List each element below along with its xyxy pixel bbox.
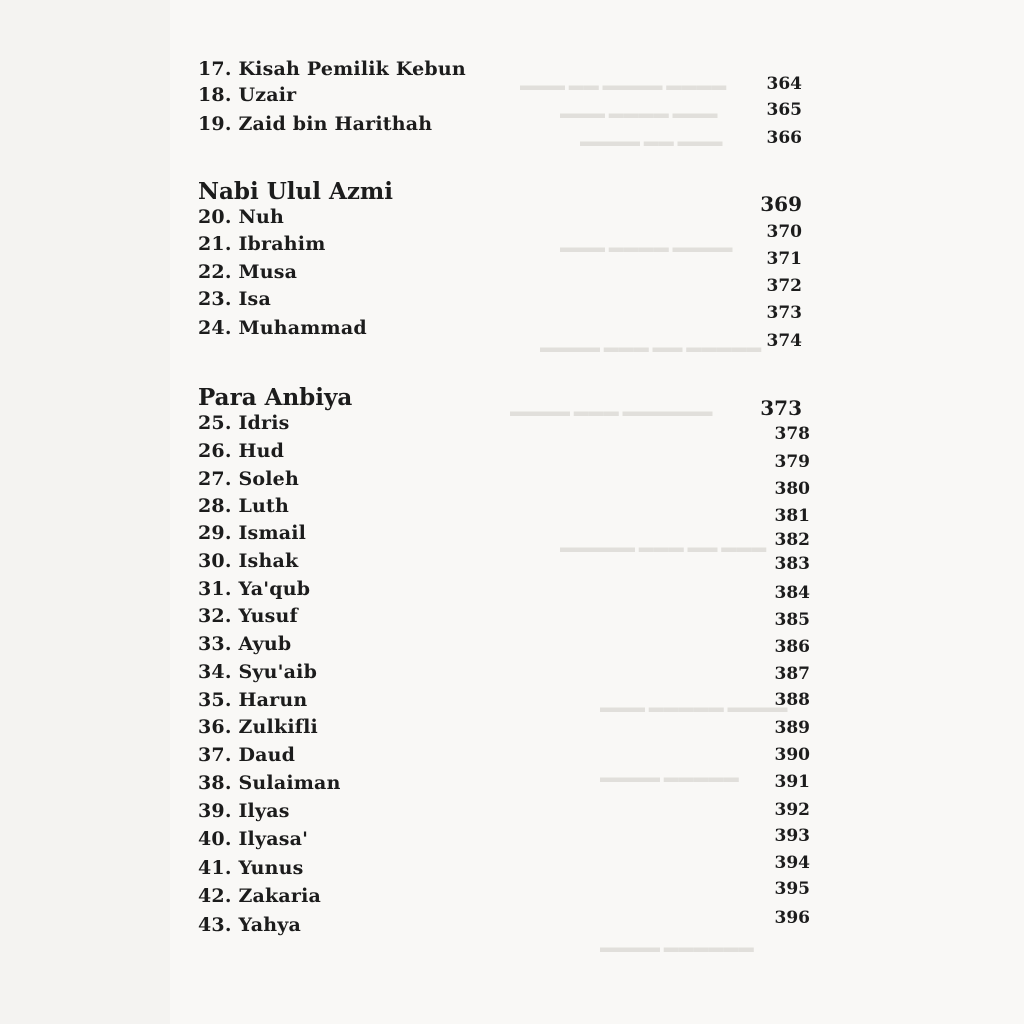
toc-entry-page: 386 <box>774 637 810 657</box>
toc-entry-page: 385 <box>774 610 810 630</box>
show-through-text: ▬▬▬▬▬ ▬▬▬ ▬▬ ▬▬▬ <box>560 540 767 556</box>
toc-entry-label: 32. Yusuf <box>198 605 298 627</box>
toc-entry-page: 382 <box>774 530 810 550</box>
show-through-text: ▬▬▬ ▬▬▬▬ ▬▬▬▬ <box>560 240 733 256</box>
toc-entry-page: 374 <box>766 331 802 351</box>
section-heading: Para Anbiya <box>198 384 353 411</box>
toc-entry-page: 384 <box>774 583 810 603</box>
toc-entry-page: 387 <box>774 664 810 684</box>
toc-entry-label: 17. Kisah Pemilik Kebun <box>198 58 466 80</box>
toc-entry-page: 381 <box>774 506 810 526</box>
toc-entry-label: 34. Syu'aib <box>198 661 318 683</box>
show-through-text: ▬▬▬▬ ▬▬▬ ▬▬ ▬▬▬▬▬ <box>540 340 762 356</box>
toc-entry-label: 26. Hud <box>198 440 285 462</box>
toc-entry-page: 395 <box>774 879 810 899</box>
section-page: 373 <box>760 396 802 420</box>
toc-entry-label: 20. Nuh <box>198 206 285 228</box>
toc-entry-page: 380 <box>774 479 810 499</box>
show-through-text: ▬▬▬ ▬▬▬▬▬ ▬▬▬▬ <box>600 700 788 716</box>
toc-entry-label: 36. Zulkifli <box>198 716 318 738</box>
toc-entry-page: 371 <box>766 249 802 269</box>
toc-entry-page: 391 <box>774 772 810 792</box>
toc-entry-label: 39. Ilyas <box>198 800 290 822</box>
show-through-text: ▬▬▬ ▬▬▬▬ ▬▬▬ <box>560 106 718 122</box>
toc-entry-page: 388 <box>774 690 810 710</box>
toc-entry-page: 389 <box>774 718 810 738</box>
toc-entry-page: 396 <box>774 908 810 928</box>
show-through-text: ▬▬▬▬ ▬▬▬▬▬▬ <box>600 940 754 956</box>
toc-entry-page: 394 <box>774 853 810 873</box>
toc-entry-label: 30. Ishak <box>198 550 299 572</box>
show-through-text: ▬▬▬▬ ▬▬▬▬▬ <box>600 770 739 786</box>
toc-entry-page: 365 <box>766 100 802 120</box>
show-through-text: ▬▬▬▬ ▬▬▬ ▬▬▬▬▬▬ <box>510 404 713 420</box>
toc-entry-page: 392 <box>774 800 810 820</box>
toc-entry-label: 19. Zaid bin Harithah <box>198 113 433 135</box>
toc-entry-page: 383 <box>774 554 810 574</box>
section-page: 369 <box>760 192 802 216</box>
toc-entry-label: 35. Harun <box>198 689 308 711</box>
toc-entry-label: 41. Yunus <box>198 857 304 879</box>
toc-entry-label: 29. Ismail <box>198 522 307 544</box>
toc-entry-label: 25. Idris <box>198 412 290 434</box>
section-heading: Nabi Ulul Azmi <box>198 178 393 205</box>
toc-entry-page: 390 <box>774 745 810 765</box>
toc-entry-label: 28. Luth <box>198 495 290 517</box>
show-through-text: ▬▬▬▬ ▬▬ ▬▬▬ <box>580 134 723 150</box>
toc-entry-label: 33. Ayub <box>198 633 292 655</box>
toc-entry-page: 379 <box>774 452 810 472</box>
toc-entry-page: 370 <box>766 222 802 242</box>
show-through-text: ▬▬▬ ▬▬ ▬▬▬▬ ▬▬▬▬ <box>520 78 727 94</box>
toc-entry-label: 43. Yahya <box>198 914 302 936</box>
toc-entry-page: 393 <box>774 826 810 846</box>
toc-entry-label: 38. Sulaiman <box>198 772 341 794</box>
toc-entry-label: 37. Daud <box>198 744 296 766</box>
toc-entry-label: 21. Ibrahim <box>198 233 326 255</box>
toc-entry-label: 40. Ilyasa' <box>198 828 309 850</box>
toc-entry-page: 366 <box>766 128 802 148</box>
toc-entry-label: 23. Isa <box>198 288 271 310</box>
toc-entry-page: 373 <box>766 303 802 323</box>
toc-entry-label: 31. Ya'qub <box>198 578 311 600</box>
toc-entry-label: 18. Uzair <box>198 84 297 106</box>
toc-entry-page: 372 <box>766 276 802 296</box>
toc-entry-label: 27. Soleh <box>198 468 299 490</box>
toc-entry-label: 24. Muhammad <box>198 317 367 339</box>
toc-entry-label: 42. Zakaria <box>198 885 322 907</box>
toc-entry-page: 364 <box>766 74 802 94</box>
toc-entry-label: 22. Musa <box>198 261 298 283</box>
toc-entry-page: 378 <box>774 424 810 444</box>
